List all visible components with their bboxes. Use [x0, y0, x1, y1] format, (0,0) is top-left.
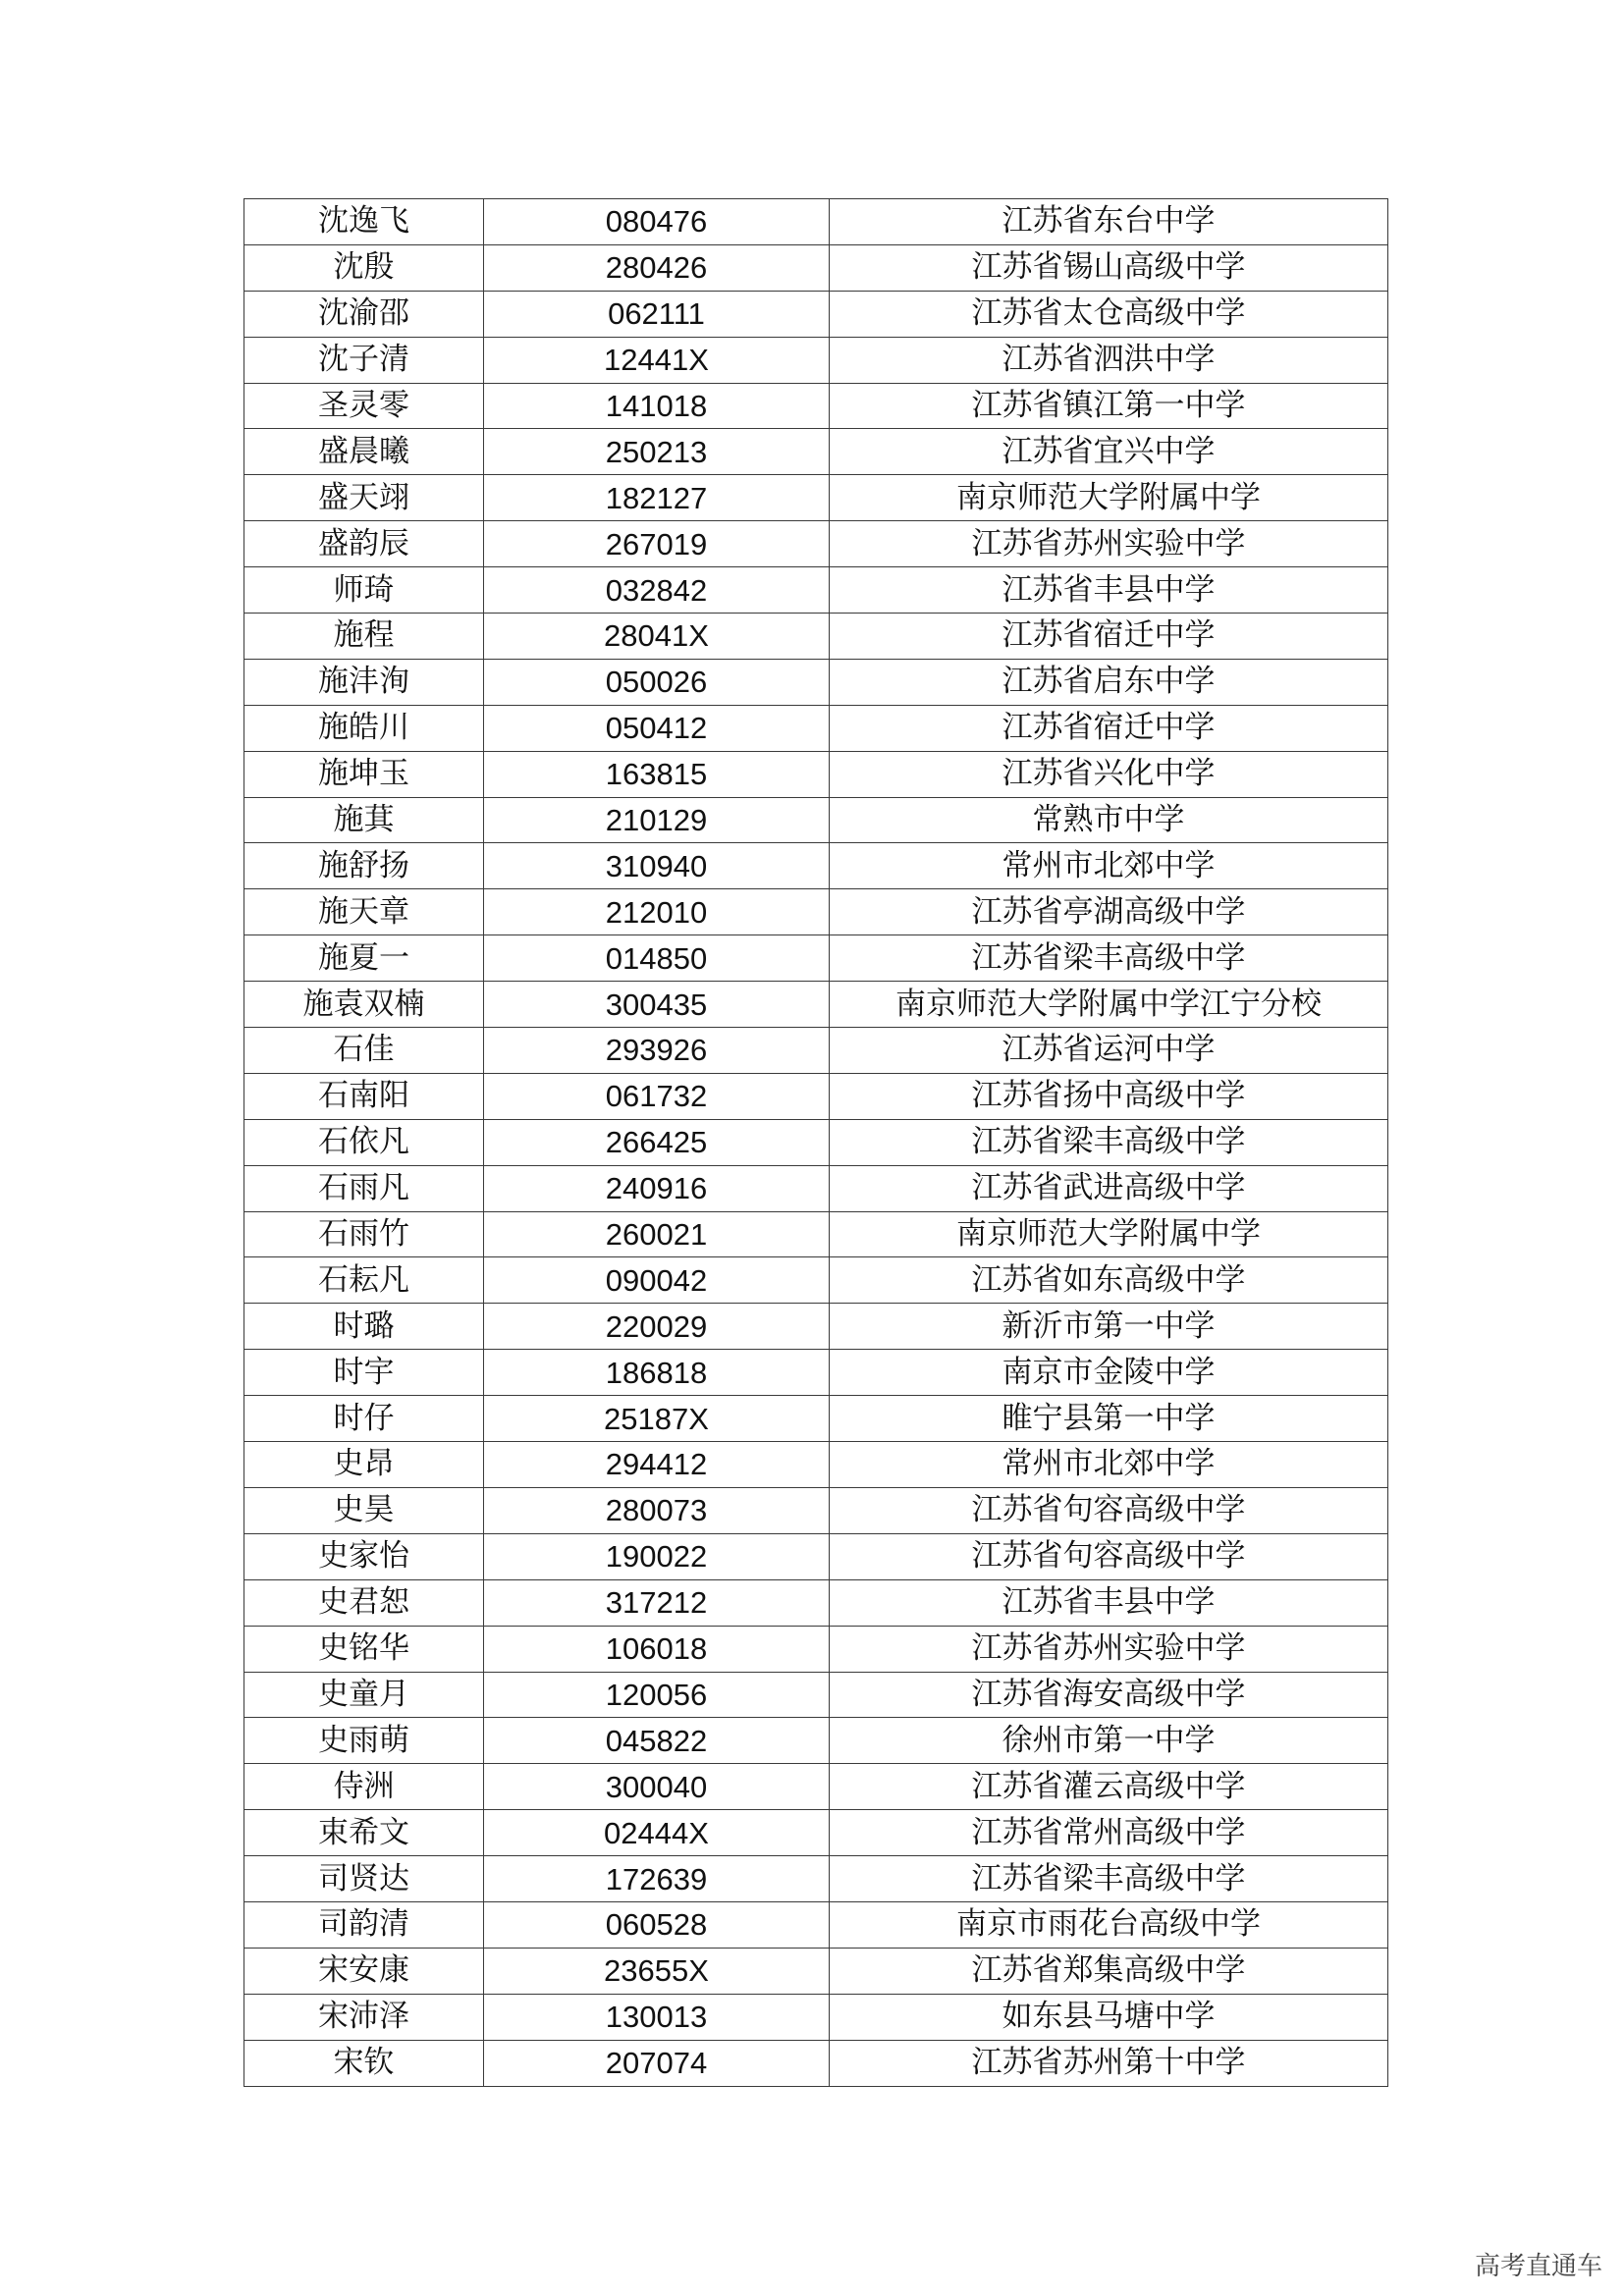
id-cell: 060528: [484, 1901, 830, 1948]
id-cell: 25187X: [484, 1396, 830, 1442]
school-cell: 江苏省镇江第一中学: [830, 383, 1388, 429]
id-cell: 12441X: [484, 337, 830, 383]
name-cell: 施皓川: [244, 705, 484, 751]
name-cell: 史昂: [244, 1442, 484, 1488]
school-cell: 江苏省丰县中学: [830, 567, 1388, 614]
school-cell: 江苏省苏州实验中学: [830, 1626, 1388, 1672]
id-cell: 250213: [484, 429, 830, 475]
school-cell: 江苏省梁丰高级中学: [830, 935, 1388, 982]
table-row: [244, 1764, 1388, 1810]
school-cell: 江苏省宿迁中学: [830, 705, 1388, 751]
name-cell: 石南阳: [244, 1073, 484, 1119]
id-cell: 186818: [484, 1350, 830, 1396]
table-row: [244, 1579, 1388, 1626]
name-cell: 史昊: [244, 1487, 484, 1533]
id-cell: 182127: [484, 475, 830, 521]
table-row: [244, 475, 1388, 521]
school-cell: 江苏省句容高级中学: [830, 1533, 1388, 1579]
school-cell: 江苏省梁丰高级中学: [830, 1119, 1388, 1165]
table-row: [244, 1901, 1388, 1948]
table-row: [244, 1304, 1388, 1350]
table-row: [244, 199, 1388, 245]
name-cell: 师琦: [244, 567, 484, 614]
name-cell: 石耘凡: [244, 1257, 484, 1304]
table-row: [244, 1487, 1388, 1533]
table-row: [244, 1396, 1388, 1442]
table-row: [244, 567, 1388, 614]
table-row: [244, 291, 1388, 337]
id-cell: 240916: [484, 1165, 830, 1211]
school-cell: 江苏省丰县中学: [830, 1579, 1388, 1626]
table-row: [244, 2040, 1388, 2086]
name-cell: 沈殷: [244, 244, 484, 291]
watermark-text: 高考直通车: [1474, 2252, 1602, 2281]
id-cell: 23655X: [484, 1948, 830, 1994]
school-cell: 江苏省苏州实验中学: [830, 521, 1388, 567]
name-cell: 盛韵辰: [244, 521, 484, 567]
name-cell: 石雨凡: [244, 1165, 484, 1211]
table-row: [244, 244, 1388, 291]
id-cell: 220029: [484, 1304, 830, 1350]
table-row: [244, 1073, 1388, 1119]
table-row: [244, 705, 1388, 751]
school-cell: 江苏省句容高级中学: [830, 1487, 1388, 1533]
name-cell: 施天章: [244, 889, 484, 935]
school-cell: 江苏省太仓高级中学: [830, 291, 1388, 337]
id-cell: 050026: [484, 659, 830, 705]
name-cell: 司韵清: [244, 1901, 484, 1948]
table-row: [244, 1533, 1388, 1579]
school-cell: 南京市金陵中学: [830, 1350, 1388, 1396]
school-cell: 南京师范大学附属中学: [830, 1211, 1388, 1257]
id-cell: 212010: [484, 889, 830, 935]
table-row: [244, 1718, 1388, 1764]
school-cell: 江苏省梁丰高级中学: [830, 1856, 1388, 1902]
name-cell: 史铭华: [244, 1626, 484, 1672]
name-cell: 施程: [244, 614, 484, 660]
name-cell: 石佳: [244, 1028, 484, 1074]
id-cell: 141018: [484, 383, 830, 429]
id-cell: 293926: [484, 1028, 830, 1074]
table-row: [244, 889, 1388, 935]
name-cell: 时宇: [244, 1350, 484, 1396]
name-cell: 宋安康: [244, 1948, 484, 1994]
name-cell: 史童月: [244, 1672, 484, 1718]
school-cell: 江苏省如东高级中学: [830, 1257, 1388, 1304]
school-cell: 江苏省锡山高级中学: [830, 244, 1388, 291]
table-row: [244, 982, 1388, 1028]
id-cell: 280073: [484, 1487, 830, 1533]
school-cell: 徐州市第一中学: [830, 1718, 1388, 1764]
school-cell: 常州市北郊中学: [830, 1442, 1388, 1488]
table-row: [244, 1626, 1388, 1672]
school-cell: 如东县马塘中学: [830, 1994, 1388, 2040]
id-cell: 032842: [484, 567, 830, 614]
name-cell: 宋沛泽: [244, 1994, 484, 2040]
name-cell: 盛天翊: [244, 475, 484, 521]
id-cell: 317212: [484, 1579, 830, 1626]
id-cell: 28041X: [484, 614, 830, 660]
name-cell: 石依凡: [244, 1119, 484, 1165]
school-cell: 江苏省宜兴中学: [830, 429, 1388, 475]
school-cell: 江苏省宿迁中学: [830, 614, 1388, 660]
roster-table: [244, 198, 1388, 2087]
table-row: [244, 1994, 1388, 2040]
table-row: [244, 521, 1388, 567]
name-cell: 司贤达: [244, 1856, 484, 1902]
table-row: [244, 659, 1388, 705]
school-cell: 睢宁县第一中学: [830, 1396, 1388, 1442]
school-cell: 江苏省灌云高级中学: [830, 1764, 1388, 1810]
id-cell: 190022: [484, 1533, 830, 1579]
id-cell: 02444X: [484, 1810, 830, 1856]
name-cell: 史家怡: [244, 1533, 484, 1579]
name-cell: 沈子清: [244, 337, 484, 383]
table-row: [244, 614, 1388, 660]
school-cell: 常州市北郊中学: [830, 843, 1388, 889]
id-cell: 310940: [484, 843, 830, 889]
name-cell: 施舒扬: [244, 843, 484, 889]
table-row: [244, 797, 1388, 843]
table-row: [244, 751, 1388, 797]
roster-table-body: [244, 199, 1388, 2087]
id-cell: 266425: [484, 1119, 830, 1165]
id-cell: 120056: [484, 1672, 830, 1718]
school-cell: 江苏省海安高级中学: [830, 1672, 1388, 1718]
name-cell: 宋钦: [244, 2040, 484, 2086]
school-cell: 南京师范大学附属中学江宁分校: [830, 982, 1388, 1028]
school-cell: 南京师范大学附属中学: [830, 475, 1388, 521]
school-cell: 江苏省启东中学: [830, 659, 1388, 705]
name-cell: 施沣洵: [244, 659, 484, 705]
school-cell: 江苏省东台中学: [830, 199, 1388, 245]
school-cell: 江苏省扬中高级中学: [830, 1073, 1388, 1119]
id-cell: 280426: [484, 244, 830, 291]
name-cell: 施萁: [244, 797, 484, 843]
id-cell: 130013: [484, 1994, 830, 2040]
table-row: [244, 1211, 1388, 1257]
name-cell: 史雨萌: [244, 1718, 484, 1764]
name-cell: 石雨竹: [244, 1211, 484, 1257]
table-row: [244, 429, 1388, 475]
table-row: [244, 383, 1388, 429]
school-cell: 江苏省苏州第十中学: [830, 2040, 1388, 2086]
name-cell: 史君恕: [244, 1579, 484, 1626]
table-row: [244, 843, 1388, 889]
id-cell: 090042: [484, 1257, 830, 1304]
name-cell: 施袁双楠: [244, 982, 484, 1028]
table-row: [244, 1350, 1388, 1396]
id-cell: 300040: [484, 1764, 830, 1810]
table-row: [244, 1672, 1388, 1718]
table-row: [244, 935, 1388, 982]
name-cell: 施坤玉: [244, 751, 484, 797]
school-cell: 江苏省武进高级中学: [830, 1165, 1388, 1211]
school-cell: 常熟市中学: [830, 797, 1388, 843]
id-cell: 267019: [484, 521, 830, 567]
school-cell: 江苏省运河中学: [830, 1028, 1388, 1074]
id-cell: 163815: [484, 751, 830, 797]
id-cell: 294412: [484, 1442, 830, 1488]
id-cell: 061732: [484, 1073, 830, 1119]
table-row: [244, 1810, 1388, 1856]
id-cell: 207074: [484, 2040, 830, 2086]
table-row: [244, 1948, 1388, 1994]
table-row: [244, 1257, 1388, 1304]
name-cell: 沈渝邵: [244, 291, 484, 337]
id-cell: 210129: [484, 797, 830, 843]
school-cell: 江苏省郑集高级中学: [830, 1948, 1388, 1994]
name-cell: 时仔: [244, 1396, 484, 1442]
name-cell: 沈逸飞: [244, 199, 484, 245]
school-cell: 江苏省亭湖高级中学: [830, 889, 1388, 935]
name-cell: 侍洲: [244, 1764, 484, 1810]
school-cell: 新沂市第一中学: [830, 1304, 1388, 1350]
id-cell: 106018: [484, 1626, 830, 1672]
id-cell: 300435: [484, 982, 830, 1028]
id-cell: 050412: [484, 705, 830, 751]
name-cell: 施夏一: [244, 935, 484, 982]
id-cell: 014850: [484, 935, 830, 982]
name-cell: 时璐: [244, 1304, 484, 1350]
school-cell: 江苏省常州高级中学: [830, 1810, 1388, 1856]
table-row: [244, 1165, 1388, 1211]
name-cell: 盛晨曦: [244, 429, 484, 475]
id-cell: 172639: [484, 1856, 830, 1902]
school-cell: 南京市雨花台高级中学: [830, 1901, 1388, 1948]
table-row: [244, 337, 1388, 383]
table-row: [244, 1119, 1388, 1165]
id-cell: 260021: [484, 1211, 830, 1257]
name-cell: 圣灵零: [244, 383, 484, 429]
id-cell: 080476: [484, 199, 830, 245]
name-cell: 束希文: [244, 1810, 484, 1856]
id-cell: 045822: [484, 1718, 830, 1764]
table-row: [244, 1028, 1388, 1074]
school-cell: 江苏省泗洪中学: [830, 337, 1388, 383]
table-row: [244, 1856, 1388, 1902]
school-cell: 江苏省兴化中学: [830, 751, 1388, 797]
table-row: [244, 1442, 1388, 1488]
id-cell: 062111: [484, 291, 830, 337]
